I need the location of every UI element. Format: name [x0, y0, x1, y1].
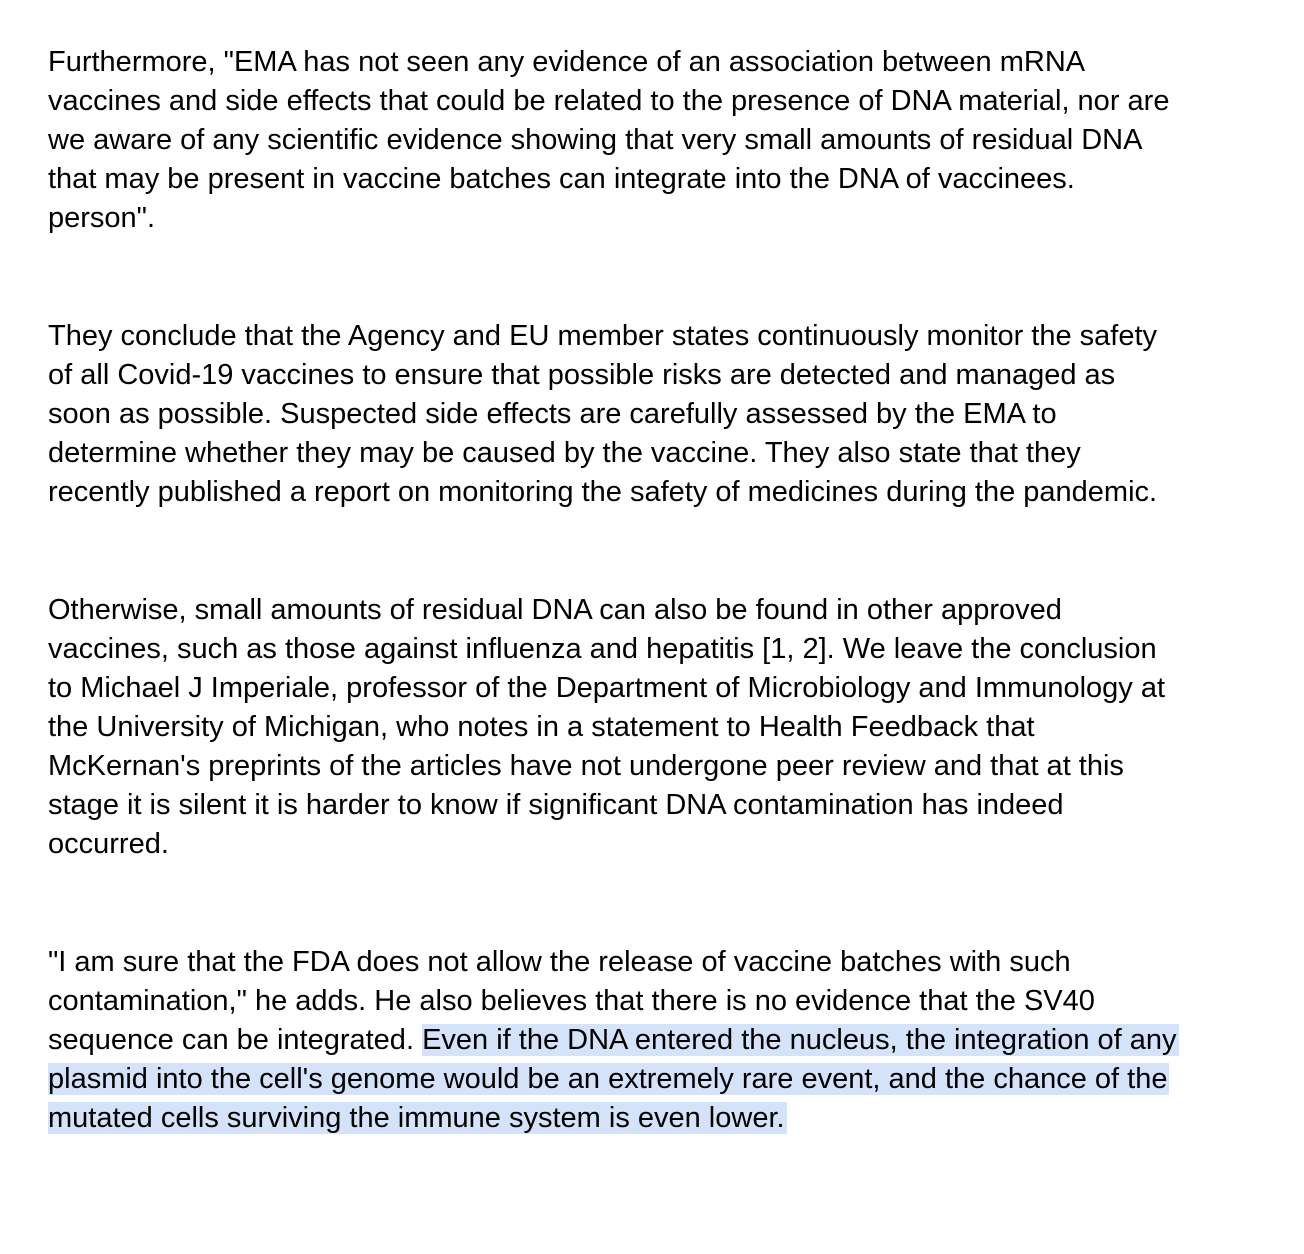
paragraph-residual-dna[interactable]: Otherwise, small amounts of residual DNA can also be found in other approved vaccines, such as those against influenza and hepatitis [1, 2]. We leave the conclusion to Michael J Imperiale, professor of the Department of Microbiology and Immunology at the University of Michigan, who notes in a statement to Health Feedback that McKernan's preprints of the articles have not undergone peer review and that at this stage it is silent it is harder to know if significant DNA contamination has indeed occurred.	[48, 594, 1166, 860]
paragraph-fda-quote[interactable]	[48, 943, 1284, 1138]
selected-text-highlight[interactable]: Even if the DNA entered the nucleus, the integration of any plasmid into the cell's genome would be an extremely rare event, and the chance of the mutated cells surviving the immune system is even lower.	[48, 1024, 1177, 1134]
paragraph-ema-statement[interactable]: Furthermore, "EMA has not seen any evidence of an association between mRNA vaccines and side effects that could be related to the presence of DNA material, nor are we aware of any scientific evidence showing that very small amounts of residual DNA that may be present in vaccine batches can integrate into the DNA of vaccinees. person".	[48, 46, 1170, 234]
paragraph-monitoring[interactable]: They conclude that the Agency and EU member states continuously monitor the safety of all Covid-19 vaccines to ensure that possible risks are detected and managed as soon as possible. Suspected side effects are carefully assessed by the EMA to determine whether they may be caused by the vaccine. They also state that they recently published a report on monitoring the safety of medicines during the pandemic.	[48, 320, 1158, 508]
fda-quote-text[interactable]: "I am sure that the FDA does not allow the release of vaccine batches with such contamination," he adds. He also believes that there is no evidence that the SV40 sequence can be integrated.	[48, 946, 1095, 1056]
document-body	[48, 43, 1284, 1138]
